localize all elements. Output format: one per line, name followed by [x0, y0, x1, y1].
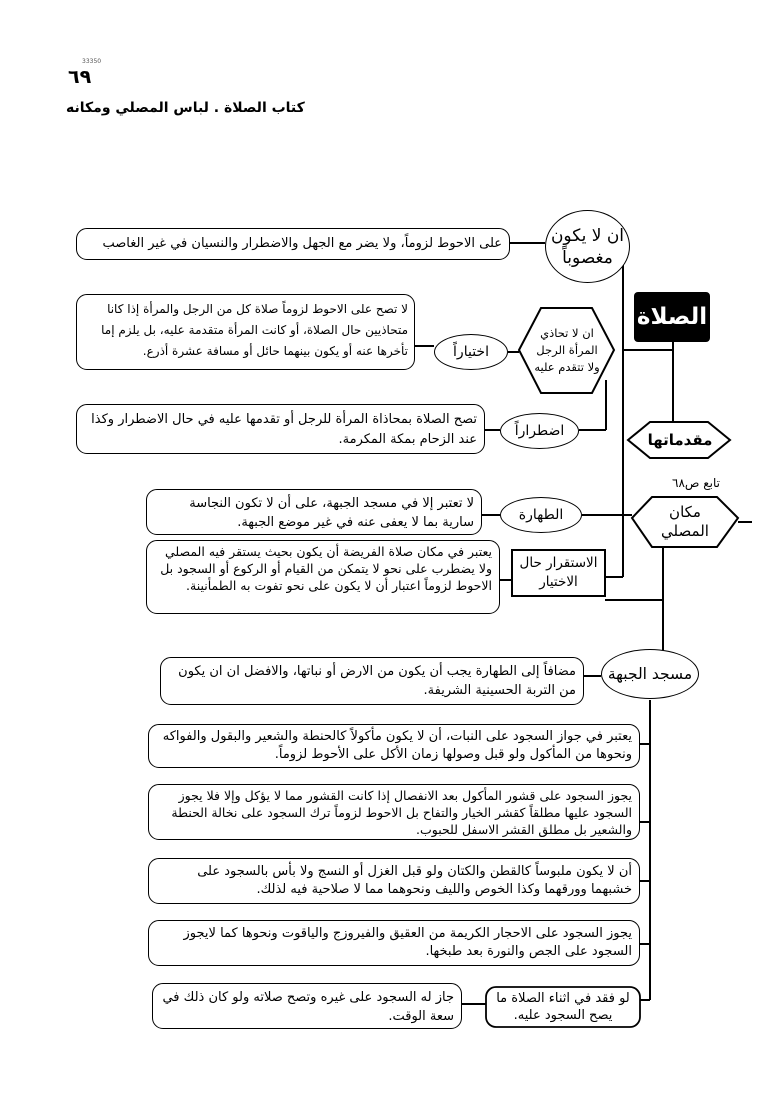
page-number: ٦٩ [68, 66, 92, 88]
forehead-item-3: أن لا يكون ملبوساً كالقطن والكتان ولو قبل الغزل أو النسج ولا بأس بالسجود على خشبهما وورقهما وكذا الخوص والليف ونحوهما مما لا صلاحية فيه لذلك. [148, 858, 640, 904]
muqaddimat-label: مقدماتها [647, 431, 713, 449]
purity-oval: الطهارة [500, 497, 582, 533]
lost-case: لو فقد في اثناء الصلاة ما يصح السجود عليه. [496, 991, 630, 1023]
forehead-item-4: يجوز السجود على الاحجار الكريمة من العقيق والفيروزج والياقوت ونحوها كما لايجوز السجود على الجص والنورة بعد طبخها. [148, 920, 640, 966]
voluntary-oval: اختياراً [434, 334, 508, 370]
purity-rule: لا تعتبر إلا في مسجد الجبهة، على أن لا تكون النجاسة سارية بما لا يعفى عنه في غير موضع الجبهة. [146, 489, 482, 535]
lost-rule: جاز له السجود على غيره وتصح صلاته ولو كان ذلك في سعة الوقت. [152, 983, 462, 1029]
not-usurped-oval: ان لا يكون مغصوباً [545, 210, 630, 283]
not-usurped-rule: على الاحوط لزوماً، ولا يضر مع الجهل والاضطرار والنسيان في غير الغاصب [76, 228, 510, 260]
forced-oval: اضطراراً [500, 413, 579, 449]
forced-rule: تصح الصلاة بمحاذاة المرأة للرجل أو تقدمها عليه في حال الاضطرار وكذا عند الزحام بمكة المكرمة. [76, 404, 485, 454]
book-title: كتاب الصلاة . لباس المصلي ومكانه [66, 100, 305, 116]
stability-label: الاستقرار حال الاختيار [519, 555, 598, 590]
makan-label: مكان المصلي [661, 503, 709, 540]
root-title: الصلاة [636, 304, 708, 330]
forehead-item-2: يجوز السجود على قشور المأكول بعد الانفصال إذا كانت القشور مما لا يؤكل وإلا فلا يجوز السجود عليها مطلقاً كقشر الخيار والتفاح بل الاحوط لزوماً ترك السجود على نخالة الحنطة والشعير بل مطلق القشر الاسفل للحبوب. [148, 784, 640, 840]
stability-rule: يعتبر في مكان صلاة الفريضة أن يكون بحيث يستقر فيه المصلي ولا يضطرب على نحو لا يتمكن من القيام أو الركوع أو السجود بل الاحوط لزوماً اعتبار أن لا يكون على نحو تفوت به الطمأنينة. [146, 540, 500, 614]
forehead-rule: مضافاً إلى الطهارة يجب أن يكون من الارض أو نباتها، والافضل ان ان يكون من التربة الحسينية الشريفة. [160, 657, 584, 705]
alignment-label: ان لا تحاذي المرأة الرجل ولا تتقدم عليه [534, 325, 600, 374]
voluntary-rule: لا تصح على الاحوط لزوماً صلاة كل من الرجل والمرأة إذا كانا متحاذيين حال الصلاة، أو كانت المرأة متقدمة عليه، بل يلزم إما تأخرها عنه أو يكون بينهما حائل أو مسافة عشرة أذرع. [76, 294, 415, 370]
forehead-oval: مسجد الجبهة [601, 649, 699, 699]
forehead-item-1: يعتبر في جواز السجود على النبات، أن لا يكون مأكولاً كالحنطة والشعير والبقول والفواكه ونحوها من المأكول ولو قبل وصولها زمان الأكل على الأحوط لزوماً. [148, 724, 640, 768]
page-mark: 33350 [82, 58, 102, 65]
continued-note: تابع ص٦٨ [672, 476, 720, 490]
